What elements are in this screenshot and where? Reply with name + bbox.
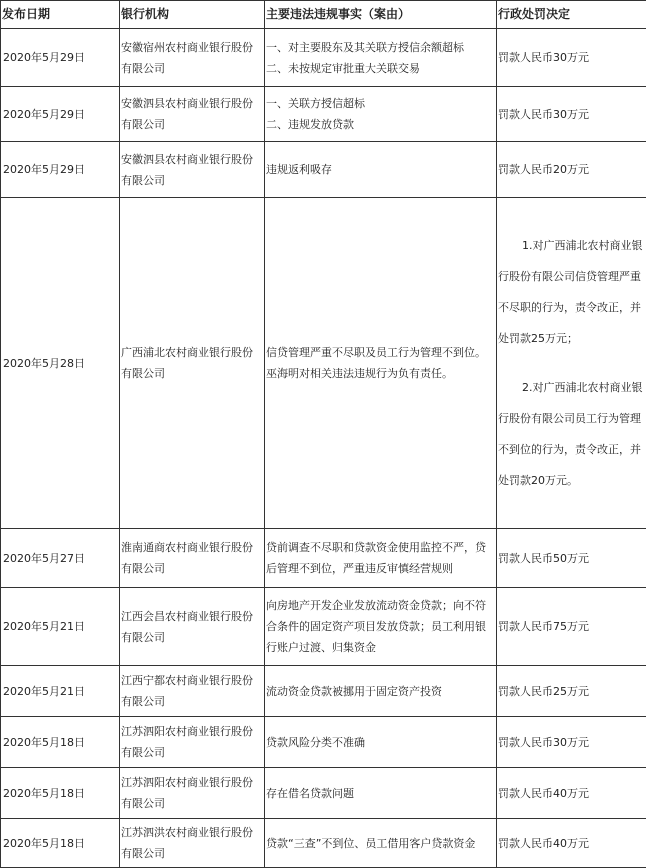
fact-line: 二、未按规定审批重大关联交易 [266, 58, 495, 79]
cell-bank: 安徽泗县农村商业银行股份有限公司 [120, 87, 265, 142]
cell-facts: 贷款风险分类不准确 [265, 717, 497, 768]
fact-line: 违规返利吸存 [266, 159, 495, 180]
cell-bank: 安徽泗县农村商业银行股份有限公司 [120, 142, 265, 198]
cell-date: 2020年5月18日 [1, 819, 120, 868]
table-row [1, 529, 646, 588]
cell-bank: 江苏泗洪农村商业银行股份有限公司 [120, 819, 265, 868]
cell-date: 2020年5月27日 [1, 529, 120, 588]
cell-penalty: 罚款人民币40万元 [497, 768, 646, 819]
cell-date: 2020年5月21日 [1, 666, 120, 717]
header-date: 发布日期 [1, 1, 120, 29]
cell-penalty: 罚款人民币40万元 [497, 819, 646, 868]
table-row [1, 717, 646, 768]
cell-penalty: 罚款人民币50万元 [497, 529, 646, 588]
table-row [1, 198, 646, 529]
cell-penalty: 罚款人民币30万元 [497, 29, 646, 87]
table-row [1, 142, 646, 198]
penalty-paragraph: 2.对广西浦北农村商业银行股份有限公司员工行为管理不到位的行为，责令改正，并处罚款20万元。 [498, 372, 645, 496]
cell-bank: 安徽宿州农村商业银行股份有限公司 [120, 29, 265, 87]
cell-facts [265, 142, 497, 198]
cell-facts: 向房地产开发企业发放流动资金贷款；向不符合条件的固定资产项目发放贷款；员工利用银行账户过渡、归集资金 [265, 588, 497, 666]
cell-facts: 贷款“三查”不到位、员工借用客户贷款资金 [265, 819, 497, 868]
cell-date: 2020年5月29日 [1, 87, 120, 142]
cell-penalty: 罚款人民币30万元 [497, 87, 646, 142]
cell-bank: 淮南通商农村商业银行股份有限公司 [120, 529, 265, 588]
cell-facts: 流动资金贷款被挪用于固定资产投资 [265, 666, 497, 717]
table-row [1, 819, 646, 868]
cell-penalty: 罚款人民币20万元 [497, 142, 646, 198]
header-bank: 银行机构 [120, 1, 265, 29]
cell-penalty: 罚款人民币25万元 [497, 666, 646, 717]
cell-date: 2020年5月18日 [1, 768, 120, 819]
cell-facts: 存在借名贷款问题 [265, 768, 497, 819]
cell-facts [265, 87, 497, 142]
cell-bank: 江苏泗阳农村商业银行股份有限公司 [120, 717, 265, 768]
fact-line: 一、关联方授信超标 [266, 93, 495, 114]
cell-bank: 江西会昌农村商业银行股份有限公司 [120, 588, 265, 666]
header-penalty: 行政处罚决定 [497, 1, 646, 29]
cell-bank: 广西浦北农村商业银行股份有限公司 [120, 198, 265, 529]
cell-date: 2020年5月29日 [1, 142, 120, 198]
fact-line: 一、对主要股东及其关联方授信余额超标 [266, 37, 495, 58]
cell-date: 2020年5月18日 [1, 717, 120, 768]
fact-line: 信贷管理严重不尽职及员工行为管理不到位。巫海明对相关违法违规行为负有责任。 [266, 342, 495, 384]
cell-date: 2020年5月21日 [1, 588, 120, 666]
cell-date: 2020年5月28日 [1, 198, 120, 529]
table-row [1, 588, 646, 666]
cell-penalty [497, 198, 646, 529]
table-row [1, 87, 646, 142]
fact-line: 二、违规发放贷款 [266, 114, 495, 135]
cell-penalty: 罚款人民币30万元 [497, 717, 646, 768]
table-row [1, 666, 646, 717]
cell-bank: 江西宁都农村商业银行股份有限公司 [120, 666, 265, 717]
table-row [1, 768, 646, 819]
penalty-paragraph: 1.对广西浦北农村商业银行股份有限公司信贷管理严重不尽职的行为，责令改正，并处罚款25万元； [498, 230, 645, 354]
table-row [1, 29, 646, 87]
cell-bank: 江苏泗阳农村商业银行股份有限公司 [120, 768, 265, 819]
header-facts: 主要违法违规事实（案由） [265, 1, 497, 29]
cell-date: 2020年5月29日 [1, 29, 120, 87]
cell-facts [265, 198, 497, 529]
cell-penalty: 罚款人民币75万元 [497, 588, 646, 666]
cell-facts [265, 29, 497, 87]
header-row [1, 1, 646, 29]
cell-facts: 贷前调查不尽职和贷款资金使用监控不严，贷后管理不到位，严重违反审慎经营规则 [265, 529, 497, 588]
